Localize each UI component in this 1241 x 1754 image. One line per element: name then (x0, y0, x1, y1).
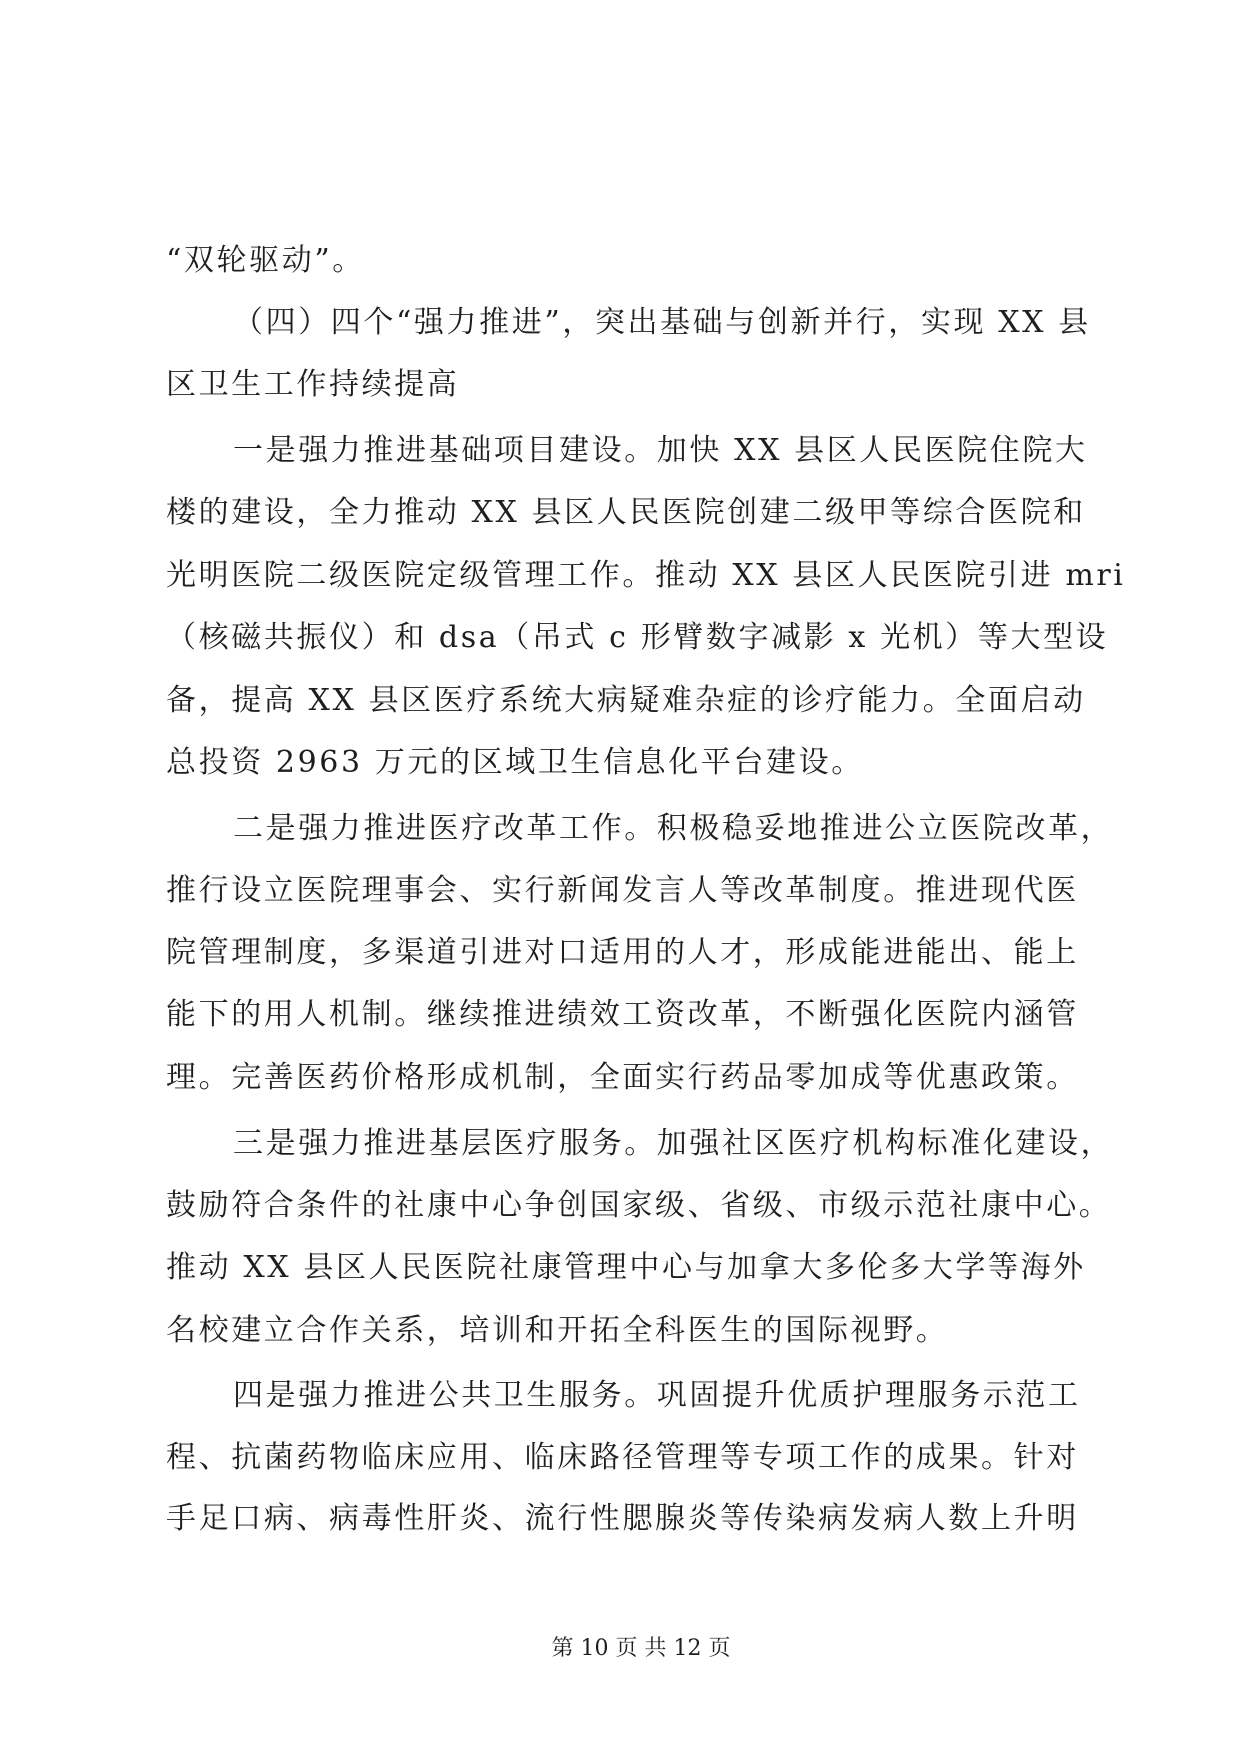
text-line: 能下的用人机制。继续推进绩效工资改革，不断强化医院内涵管 (166, 997, 1079, 1032)
text-line: 理。完善医药价格形成机制，全面实行药品零加成等优惠政策。 (166, 1060, 1079, 1095)
text-line: 备，提高 XX 县区医疗系统大病疑难杂症的诊疗能力。全面启动 (166, 683, 1086, 718)
paragraph-first-line: 三是强力推进基层医疗服务。加强社区医疗机构标准化建设， (233, 1126, 1114, 1161)
text-line: 楼的建设，全力推动 XX 县区人民医院创建二级甲等综合医院和 (166, 495, 1086, 530)
text-line: 鼓励符合条件的社康中心争创国家级、省级、市级示范社康中心。 (166, 1188, 1112, 1223)
paragraph-first-line: 二是强力推进医疗改革工作。积极稳妥地推进公立医院改革， (233, 811, 1114, 846)
page-number-footer: 第 10 页 共 12 页 (551, 1636, 731, 1661)
paragraph-first-line: 一是强力推进基础项目建设。加快 XX 县区人民医院住院大 (233, 433, 1088, 468)
text-line: 推行设立医院理事会、实行新闻发言人等改革制度。推进现代医 (166, 873, 1079, 908)
text-line: 总投资 2963 万元的区域卫生信息化平台建设。 (166, 745, 864, 780)
section-heading-line: 区卫生工作持续提高 (166, 367, 460, 402)
text-line: “双轮驱动”。 (166, 243, 365, 278)
text-line: （核磁共振仪）和 dsa（吊式 c 形臂数字减影 x 光机）等大型设 (166, 620, 1109, 655)
text-line: 手足口病、病毒性肝炎、流行性腮腺炎等传染病发病人数上升明 (166, 1501, 1079, 1536)
text-line: 名校建立合作关系，培训和开拓全科医生的国际视野。 (166, 1313, 949, 1348)
text-line: 光明医院二级医院定级管理工作。推动 XX 县区人民医院引进 mri (166, 558, 1126, 593)
section-heading-line: （四）四个“强力推进”，突出基础与创新并行，实现 XX 县 (233, 305, 1091, 340)
text-line: 推动 XX 县区人民医院社康管理中心与加拿大多伦多大学等海外 (166, 1250, 1086, 1285)
paragraph-first-line: 四是强力推进公共卫生服务。巩固提升优质护理服务示范工 (233, 1378, 1081, 1413)
text-line: 程、抗菌药物临床应用、临床路径管理等专项工作的成果。针对 (166, 1440, 1079, 1475)
text-line: 院管理制度，多渠道引进对口适用的人才，形成能进能出、能上 (166, 935, 1079, 970)
